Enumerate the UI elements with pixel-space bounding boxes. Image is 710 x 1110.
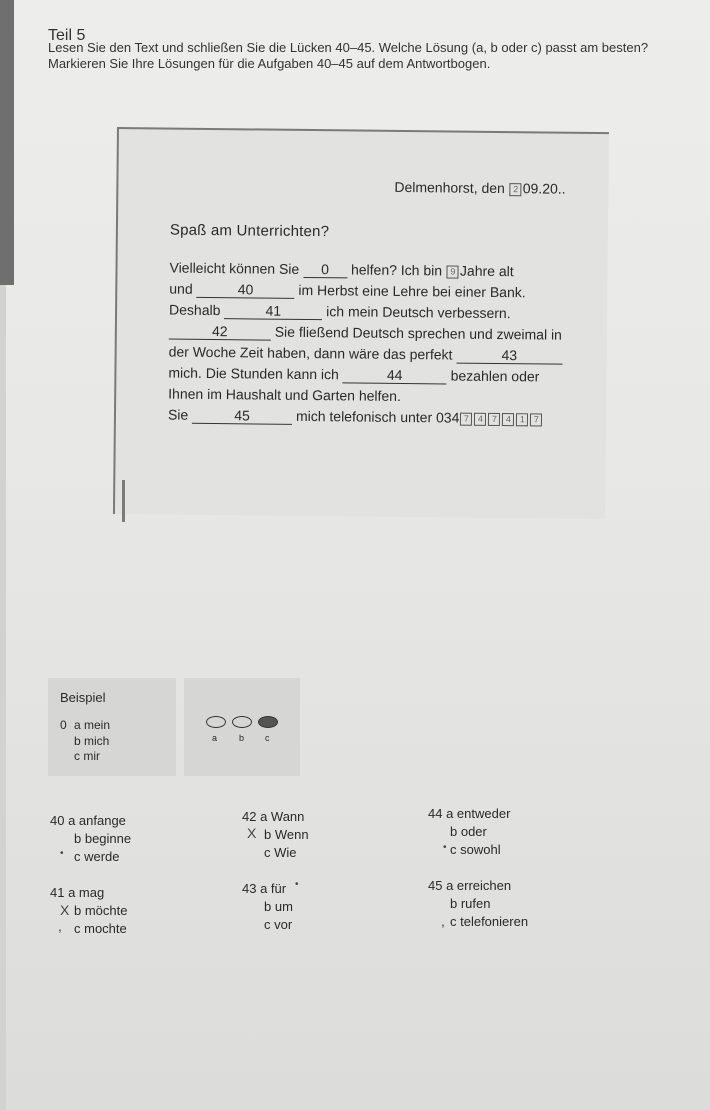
text-segment: ich mein Deutsch verbessern. bbox=[326, 303, 511, 322]
text-segment: Deshalb bbox=[169, 301, 221, 319]
letter-box bbox=[113, 127, 609, 519]
oval-label-b: b bbox=[239, 733, 245, 743]
pencil-mark: • bbox=[295, 879, 299, 890]
age-digit-box: 9 bbox=[447, 265, 459, 278]
pencil-mark: , bbox=[58, 918, 62, 934]
pencil-mark: • bbox=[443, 842, 447, 853]
option-41-a[interactable]: 41 a mag bbox=[50, 885, 105, 900]
instructions bbox=[48, 40, 688, 72]
phone-digit-box: 7 bbox=[488, 413, 500, 426]
letter-border-shadow bbox=[122, 480, 125, 522]
option-45-a[interactable]: 45 a erreichen bbox=[428, 878, 512, 893]
option-40-b[interactable]: b beginne bbox=[74, 831, 132, 846]
answer-oval-a[interactable] bbox=[206, 716, 226, 728]
text-segment: Sie fließend Deutsch sprechen und zweimal in bbox=[274, 323, 562, 343]
text-segment: mich. Die Stunden kann ich bbox=[168, 364, 339, 383]
gap-42[interactable]: 42 bbox=[169, 324, 271, 341]
text-segment: Vielleicht können Sie bbox=[169, 259, 300, 277]
text-segment: im Herbst eine Lehre bei einer Bank. bbox=[298, 281, 526, 301]
example-title: Beispiel bbox=[60, 690, 106, 705]
gap-43[interactable]: 43 bbox=[456, 348, 562, 365]
part-title: Teil 5 bbox=[48, 27, 86, 44]
example-option-b: b mich bbox=[74, 734, 110, 748]
pencil-mark: • bbox=[60, 848, 64, 859]
option-40-c[interactable]: c werde bbox=[74, 849, 120, 864]
text-segment: der Woche Zeit haben, dann wäre das perfekt bbox=[168, 343, 453, 363]
gap-40[interactable]: 40 bbox=[196, 282, 294, 299]
option-45-b[interactable]: b rufen bbox=[450, 896, 491, 911]
text-segment: und bbox=[169, 280, 193, 297]
cross-mark: X bbox=[60, 902, 70, 918]
phone-digit-box: 7 bbox=[530, 413, 542, 426]
text-segment: Sie bbox=[167, 406, 189, 423]
option-43-c[interactable]: c vor bbox=[264, 917, 293, 932]
gap-0: 0 bbox=[303, 262, 347, 278]
letter-date bbox=[394, 179, 565, 197]
option-43-a[interactable]: 43 a für bbox=[242, 881, 287, 896]
text-segment: mich telefonisch unter 034 bbox=[295, 407, 460, 426]
example-answer-grid bbox=[184, 678, 300, 776]
instruction-line-1: Lesen Sie den Text und schließen Sie die Lücken 40–45. Welche Lösung (a, b oder c) passt am besten? bbox=[48, 40, 649, 55]
option-42-c[interactable]: c Wie bbox=[264, 845, 297, 860]
option-41-c[interactable]: c mochte bbox=[74, 921, 127, 936]
pencil-mark: , bbox=[441, 913, 445, 929]
question-44 bbox=[428, 805, 510, 859]
instruction-line-2: Markieren Sie Ihre Lösungen für die Aufgaben 40–45 auf dem Antwortbogen. bbox=[48, 56, 491, 71]
option-41-b[interactable]: b möchte bbox=[74, 903, 128, 918]
page-edge bbox=[0, 285, 6, 1110]
phone-digit-box: 7 bbox=[460, 412, 472, 425]
gap-41[interactable]: 41 bbox=[224, 303, 322, 320]
example-option-a: a mein bbox=[74, 718, 111, 732]
letter-line bbox=[168, 405, 588, 430]
oval-label-a: a bbox=[212, 733, 218, 743]
text-segment: helfen? Ich bin bbox=[350, 261, 443, 279]
option-44-a[interactable]: 44 a entweder bbox=[428, 806, 511, 821]
option-42-a[interactable]: 42 a Wann bbox=[242, 809, 305, 824]
binder-edge bbox=[0, 0, 14, 285]
answer-oval-c-filled[interactable] bbox=[258, 716, 278, 728]
option-42-b[interactable]: b Wenn bbox=[264, 827, 309, 842]
phone-digit-box: 4 bbox=[474, 413, 486, 426]
example-option-c: c mir bbox=[74, 749, 100, 763]
cross-mark: X bbox=[247, 825, 257, 841]
letter-subject: Spaß am Unterrichten? bbox=[169, 221, 330, 241]
option-44-b[interactable]: b oder bbox=[450, 824, 487, 839]
example-box bbox=[48, 678, 176, 776]
option-45-c[interactable]: c telefonieren bbox=[450, 914, 529, 929]
gap-45[interactable]: 45 bbox=[192, 408, 292, 425]
option-40-a[interactable]: 40 a anfange bbox=[50, 813, 126, 828]
answer-oval-b[interactable] bbox=[232, 716, 252, 728]
phone-digit-box: 4 bbox=[502, 413, 514, 426]
text-segment: bezahlen oder bbox=[450, 367, 540, 385]
date-digit-box: 2 bbox=[510, 183, 522, 196]
letter-body bbox=[168, 258, 590, 430]
date-prefix: Delmenhorst, den bbox=[394, 178, 505, 197]
phone-digit-box: 1 bbox=[516, 413, 528, 426]
oval-label-c: c bbox=[265, 733, 270, 743]
option-43-b[interactable]: b um bbox=[264, 899, 293, 914]
question-43 bbox=[242, 880, 293, 934]
text-segment: Jahre alt bbox=[459, 262, 514, 280]
text-segment: Ihnen im Haushalt und Garten helfen. bbox=[168, 385, 401, 404]
date-suffix: 09.20.. bbox=[522, 180, 566, 197]
option-44-c[interactable]: c sowohl bbox=[450, 842, 501, 857]
gap-44[interactable]: 44 bbox=[343, 367, 447, 384]
example-number: 0 bbox=[60, 718, 67, 732]
